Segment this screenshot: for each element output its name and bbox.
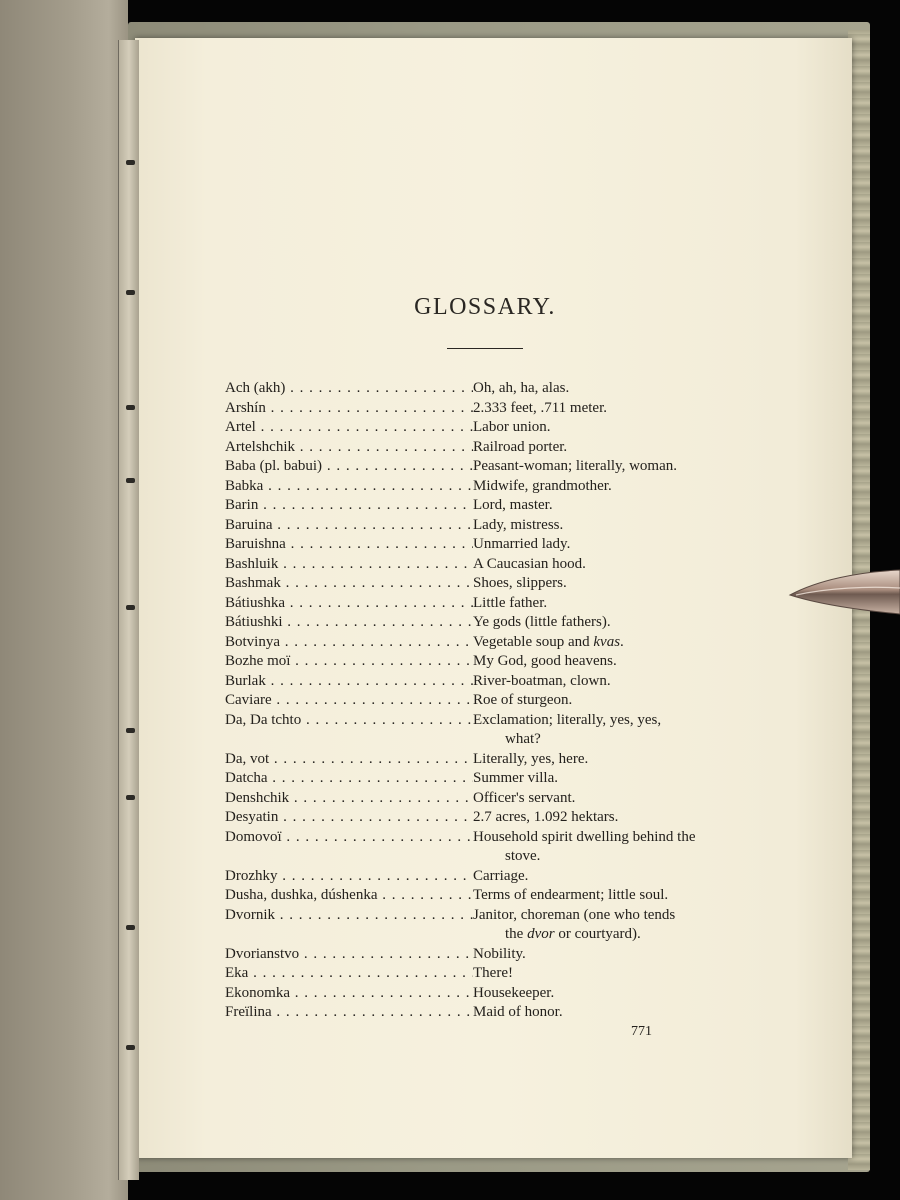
glossary-term: Drozhky . . . — [225, 867, 473, 887]
glossary-term: Bátiushka . . . — [225, 594, 473, 614]
glossary-definition: Midwife, grandmother. — [473, 477, 612, 494]
glossary-term: Ekonomka . . . — [225, 984, 473, 1004]
glossary-definition: Exclamation; literally, yes, yes, what? — [473, 711, 662, 747]
glossary-entry — [225, 379, 745, 399]
glossary-definition: Railroad porter. — [473, 438, 568, 455]
glossary-term: Artel . . . — [225, 418, 473, 438]
glossary-term: Da, Da tchto . . . — [225, 711, 473, 731]
glossary-definition: Little father. — [473, 594, 548, 611]
glossary-term: Dvorianstvo . . . — [225, 945, 473, 965]
glossary-entry — [225, 906, 745, 945]
glossary-definition: 2.333 feet, .711 meter. — [473, 399, 607, 416]
glossary-definition: Unmarried lady. — [473, 536, 571, 552]
glossary-entry — [225, 418, 745, 438]
glossary-entry — [225, 828, 745, 867]
glossary-definition: Carriage. — [473, 867, 529, 884]
glossary-definition: Roe of sturgeon. — [473, 692, 573, 708]
book-left-cover — [0, 0, 128, 1200]
glossary-entry — [225, 652, 745, 672]
glossary-term: Da, vot . . . — [225, 750, 473, 770]
glossary-entry — [225, 633, 745, 653]
glossary-term: Caviare . . . — [225, 691, 473, 711]
glossary-definition: Household spirit dwelling behind the stove. — [473, 828, 696, 864]
glossary-entry — [225, 1003, 745, 1023]
glossary-term: Artelshchik . . . — [225, 438, 473, 458]
stitch-mark — [126, 478, 135, 483]
page-title: GLOSSARY. — [414, 294, 556, 320]
glossary-term: Domovoï . . . — [225, 828, 473, 848]
letter-opener-bookmark[interactable] — [788, 566, 900, 618]
glossary-entry — [225, 477, 745, 497]
stitch-mark — [126, 405, 135, 410]
glossary-definition: Shoes, slippers. — [473, 575, 567, 591]
glossary-entry — [225, 789, 745, 809]
glossary-term: Arshín . . . — [225, 399, 473, 419]
glossary-term: Dusha, dushka, dúshenka . . . — [225, 886, 473, 906]
stitch-mark — [126, 925, 135, 930]
stitch-mark — [126, 605, 135, 610]
stitch-mark — [126, 1045, 135, 1050]
glossary-term: Desyatin . . . — [225, 808, 473, 828]
glossary-entries — [225, 379, 745, 1023]
glossary-entry — [225, 672, 745, 692]
glossary-definition: Officer's servant. — [473, 789, 576, 806]
glossary-term: Bashmak . . . — [225, 574, 473, 594]
glossary-term: Burlak . . . — [225, 672, 473, 692]
glossary-entry — [225, 750, 745, 770]
glossary-term: Bátiushki . . . — [225, 613, 473, 633]
glossary-entry — [225, 964, 745, 984]
glossary-definition: Vegetable soup and kvas. — [473, 633, 624, 650]
glossary-entry — [225, 555, 745, 575]
stitch-mark — [126, 290, 135, 295]
glossary-definition: Peasant-woman; literally, woman. — [473, 458, 677, 474]
glossary-entry — [225, 535, 745, 555]
glossary-entry — [225, 945, 745, 965]
glossary-definition: 2.7 acres, 1.092 hektars. — [473, 809, 619, 825]
glossary-definition: Summer villa. — [473, 770, 558, 786]
glossary-term: Baba (pl. babui) . . . — [225, 457, 473, 477]
stitch-mark — [126, 728, 135, 733]
glossary-definition: A Caucasian hood. — [473, 555, 586, 572]
glossary-term: Denshchik . . . — [225, 789, 473, 809]
glossary-term: Eka . . . — [225, 964, 473, 984]
glossary-definition: Nobility. — [473, 945, 526, 962]
glossary-entry — [225, 711, 745, 750]
glossary-term: Ach (akh) . . . — [225, 379, 473, 399]
glossary-definition: Labor union. — [473, 419, 551, 435]
glossary-entry — [225, 691, 745, 711]
glossary-entry — [225, 574, 745, 594]
glossary-term: Baruishna . . . — [225, 535, 473, 555]
binding-spine — [118, 40, 139, 1180]
glossary-definition: River-boatman, clown. — [473, 672, 611, 689]
glossary-definition: Lord, master. — [473, 497, 553, 513]
glossary-term: Bozhe moï . . . — [225, 652, 473, 672]
book-page — [135, 38, 852, 1158]
glossary-entry — [225, 496, 745, 516]
glossary-entry — [225, 769, 745, 789]
glossary-definition: Ye gods (little fathers). — [473, 614, 611, 630]
glossary-definition: There! — [473, 965, 513, 981]
glossary-entry — [225, 867, 745, 887]
glossary-entry — [225, 808, 745, 828]
glossary-entry — [225, 457, 745, 477]
glossary-definition: Lady, mistress. — [473, 516, 564, 533]
glossary-entry — [225, 886, 745, 906]
glossary-definition: Oh, ah, ha, alas. — [473, 380, 570, 396]
stitch-mark — [126, 795, 135, 800]
glossary-entry — [225, 613, 745, 633]
glossary-term: Botvinya . . . — [225, 633, 473, 653]
glossary-entry — [225, 516, 745, 536]
glossary-term: Dvornik . . . — [225, 906, 473, 926]
glossary-definition: Housekeeper. — [473, 984, 555, 1001]
stitch-mark — [126, 160, 135, 165]
glossary-definition: My God, good heavens. — [473, 653, 617, 669]
glossary-definition: Maid of honor. — [473, 1004, 563, 1020]
glossary-term: Bashluik . . . — [225, 555, 473, 575]
glossary-entry — [225, 984, 745, 1004]
glossary-entry — [225, 594, 745, 614]
title-rule — [447, 348, 523, 349]
glossary-term: Barin . . . — [225, 496, 473, 516]
glossary-definition: Terms of endearment; little soul. — [473, 887, 669, 903]
glossary-term: Babka . . . — [225, 477, 473, 497]
page-number: 771 — [631, 1024, 652, 1039]
glossary-definition: Janitor, choreman (one who tends the dvor or courtyard). — [473, 906, 676, 942]
glossary-term: Datcha . . . — [225, 769, 473, 789]
glossary-term: Freïlina . . . — [225, 1003, 473, 1023]
glossary-term: Baruina . . . — [225, 516, 473, 536]
glossary-entry — [225, 399, 745, 419]
glossary-definition: Literally, yes, here. — [473, 750, 589, 767]
glossary-entry — [225, 438, 745, 458]
